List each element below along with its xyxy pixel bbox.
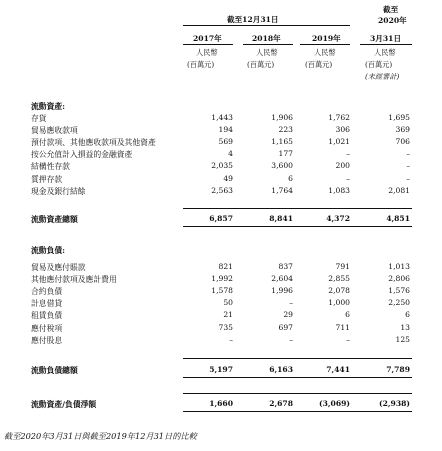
current-liabilities-heading: 流動負債: — [31, 246, 66, 255]
net-rule-top — [183, 393, 412, 394]
current-assets-row-value: 369 — [395, 125, 410, 135]
current-liabilities-row-value: 821 — [218, 262, 233, 271]
current-assets-row-value: 2,035 — [211, 161, 233, 171]
col-currency-latest: 人民幣 — [374, 48, 396, 57]
col-currency-2019: 人民幣 — [314, 48, 336, 57]
current-assets-row-value: 1,021 — [328, 137, 350, 147]
current-liabilities-row-value: 6 — [405, 310, 410, 320]
current-assets-row-label: 現金及銀行結餘 — [31, 186, 86, 196]
current-assets-row-value: – — [406, 149, 410, 159]
current-assets-row-value: 569 — [218, 137, 233, 147]
current-liabilities-row-value: 2,604 — [271, 274, 293, 284]
current-liabilities-row-value: 735 — [218, 322, 233, 332]
current-liabilities-row-value: 21 — [223, 310, 233, 320]
current-assets-row-value: – — [406, 161, 410, 171]
current-assets-total-2017: 6,857 — [209, 214, 233, 223]
net-rule-bottom — [183, 411, 412, 412]
current-liabilities-row-value: 1,576 — [388, 286, 410, 296]
current-liabilities-row-value: 837 — [278, 262, 293, 271]
col-unit-2017: (百萬元) — [187, 60, 215, 69]
current-assets-row-value: 49 — [223, 173, 233, 183]
current-assets-row-value: 177 — [278, 149, 293, 159]
header-latest-label-1: 截至 — [383, 5, 399, 14]
net-current-label: 流動資產/負債淨額 — [31, 400, 97, 409]
header-latest-label-2: 2020年 — [378, 16, 407, 25]
current-liabilities-row-value: 1,578 — [211, 286, 233, 296]
current-assets-row-value: 2,081 — [388, 185, 410, 195]
current-liabilities-row-value: 711 — [335, 322, 350, 332]
col-year-2019: 2019年 — [312, 34, 341, 43]
assets-total-rule-top — [183, 208, 412, 209]
col-unit-2018: (百萬元) — [247, 60, 275, 69]
current-assets-total-2018: 8,841 — [269, 214, 293, 223]
current-assets-row-value: – — [346, 173, 350, 183]
current-liabilities-row-label: 應付稅項 — [31, 323, 63, 333]
current-liabilities-row-value: – — [229, 334, 233, 344]
current-assets-row-value: 1,083 — [328, 185, 350, 195]
current-assets-row-value: 2,563 — [211, 185, 233, 195]
col-year-2018: 2018年 — [252, 34, 281, 43]
current-liabilities-row-label: 其他應付款項及應計費用 — [31, 275, 117, 285]
current-liabilities-row-value: 6 — [345, 310, 350, 320]
net-current-2017: 1,660 — [209, 399, 233, 408]
liab-total-rule-top — [183, 358, 412, 359]
current-liabilities-row-label: 應付股息 — [31, 335, 63, 345]
current-assets-heading: 流動資產: — [31, 102, 66, 111]
current-liabilities-total-2019: 7,441 — [326, 365, 350, 374]
current-assets-row-value: 1,762 — [328, 113, 350, 122]
current-assets-row-value: 6 — [288, 173, 293, 183]
current-assets-total-latest: 4,851 — [386, 214, 410, 223]
assets-total-rule-bottom — [183, 226, 412, 227]
current-liabilities-row-value: 1,013 — [388, 262, 410, 271]
current-liabilities-total-label: 流動負債總額 — [31, 366, 78, 375]
net-current-2019: (3,069) — [319, 399, 350, 408]
current-liabilities-row-value: 2,078 — [328, 286, 350, 296]
col-rule-2018 — [243, 44, 293, 45]
header-group-label: 截至12月31日 — [227, 15, 279, 24]
net-current-2018: 2,678 — [269, 399, 293, 408]
current-assets-row-label: 存貨 — [31, 114, 47, 123]
current-liabilities-total-latest: 7,789 — [386, 365, 410, 374]
current-assets-row-label: 質押存款 — [31, 174, 63, 184]
current-assets-row-value: 1,695 — [388, 113, 410, 122]
current-liabilities-row-value: 2,250 — [388, 298, 410, 308]
current-liabilities-row-value: 13 — [400, 322, 410, 332]
current-assets-row-label: 貿易應收款項 — [31, 126, 78, 136]
current-liabilities-row-value: 125 — [395, 334, 410, 344]
current-assets-row-value: 1,906 — [271, 113, 293, 122]
current-assets-row-value: – — [406, 173, 410, 183]
col-currency-2017: 人民幣 — [196, 48, 218, 57]
header-group-rule — [183, 25, 350, 26]
current-assets-row-value: 4 — [228, 149, 233, 159]
current-assets-row-value: – — [346, 149, 350, 159]
current-liabilities-row-value: 791 — [335, 262, 350, 271]
col-rule-latest — [360, 44, 412, 45]
col-date-latest: 3月31日 — [370, 34, 402, 43]
current-assets-total-2019: 4,372 — [326, 214, 350, 223]
current-assets-row-label: 預付款項、其他應收款項及其他資產 — [31, 138, 156, 148]
current-liabilities-row-value: 697 — [278, 322, 293, 332]
col-rule-2019 — [300, 44, 350, 45]
current-assets-row-value: 200 — [335, 161, 350, 171]
current-liabilities-row-value: – — [289, 334, 293, 344]
current-assets-row-value: 1,764 — [271, 185, 293, 195]
current-assets-row-value: 223 — [278, 125, 293, 135]
col-note-latest: (未經審計) — [365, 72, 400, 81]
current-liabilities-row-label: 租賃負債 — [31, 311, 63, 321]
current-liabilities-row-label: 貿易及應付賬款 — [31, 263, 86, 272]
current-assets-row-value: 306 — [335, 125, 350, 135]
current-assets-total-label: 流動資產總額 — [31, 215, 78, 224]
col-unit-2019: (百萬元) — [305, 60, 333, 69]
current-assets-row-label: 結構性存款 — [31, 162, 70, 172]
current-assets-row-value: 3,600 — [271, 161, 293, 171]
col-year-2017: 2017年 — [193, 34, 222, 43]
col-rule-2017 — [183, 44, 233, 45]
current-assets-row-value: 1,443 — [211, 113, 233, 122]
current-assets-row-label: 按公允值計入損益的金融資產 — [31, 150, 133, 160]
liab-total-rule-bottom — [183, 377, 412, 378]
current-assets-row-value: 1,165 — [271, 137, 293, 147]
current-liabilities-row-value: 1,992 — [211, 274, 233, 284]
col-currency-2018: 人民幣 — [256, 48, 278, 57]
current-liabilities-row-value: 2,855 — [328, 274, 350, 284]
current-assets-row-value: 194 — [218, 125, 233, 135]
col-unit-latest: (百萬元) — [365, 60, 393, 69]
current-liabilities-total-2017: 5,197 — [209, 365, 233, 374]
current-liabilities-row-value: 1,000 — [328, 298, 350, 308]
current-liabilities-row-value: 2,806 — [388, 274, 410, 284]
current-liabilities-row-value: 1,996 — [271, 286, 293, 296]
current-liabilities-total-2018: 6,163 — [269, 365, 293, 374]
current-liabilities-row-value: – — [289, 298, 293, 308]
current-liabilities-row-value: 29 — [283, 310, 293, 320]
net-current-latest: (2,938) — [379, 399, 410, 408]
current-liabilities-row-value: 50 — [223, 298, 233, 308]
current-liabilities-row-label: 合約負債 — [31, 287, 63, 297]
current-liabilities-row-value: – — [346, 334, 350, 344]
comparison-section-title: 截至2020年3月31日與截至2019年12月31日的比較 — [4, 431, 197, 441]
current-assets-row-value: 706 — [395, 137, 410, 147]
current-liabilities-row-label: 計息借貸 — [31, 299, 63, 309]
